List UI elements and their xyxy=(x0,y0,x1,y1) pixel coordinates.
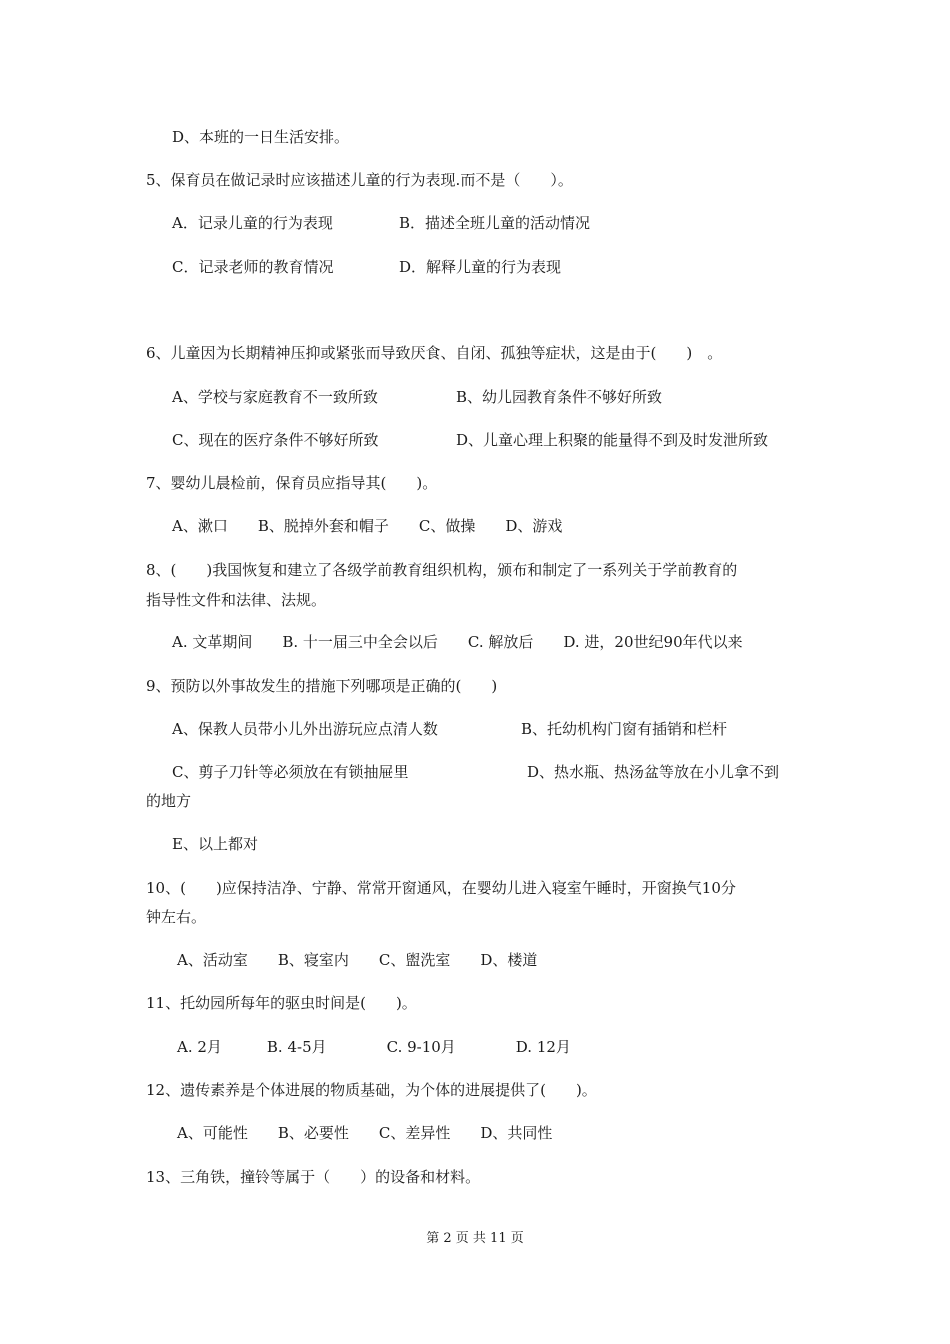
question-11: 11、托幼园所每年的驱虫时间是( )。 xyxy=(146,994,417,1012)
options-q7: A、漱口 B、脱掉外套和帽子 C、做操 D、游戏 xyxy=(172,517,563,535)
question-10: 10、( )应保持洁净、宁静、常常开窗通风，在婴幼儿进入寝室午睡时，开窗换气10分 xyxy=(146,879,736,897)
question-8-cont: 指导性文件和法律、法规。 xyxy=(146,591,327,609)
option-b-q6: B、幼儿园教育条件不够好所致 xyxy=(456,388,663,406)
options-q11: A. 2月 B. 4-5月 C. 9-10月 D. 12月 xyxy=(177,1038,571,1056)
options-q10: A、活动室 B、寝室内 C、盥洗室 D、楼道 xyxy=(177,951,538,969)
question-9: 9、预防以外事故发生的措施下列哪项是正确的( ) xyxy=(146,677,498,695)
option-d-q4: D、本班的一日生活安排。 xyxy=(172,128,350,146)
option-c-q9: C、剪子刀针等必须放在有锁抽屉里 xyxy=(172,763,409,781)
option-d-q9-cont: 的地方 xyxy=(146,792,192,810)
question-12: 12、遗传素养是个体进展的物质基础，为个体的进展提供了( )。 xyxy=(146,1081,597,1099)
option-a-q9: A、保教人员带小儿外出游玩应点清人数 xyxy=(172,720,438,738)
option-d-q9: D、热水瓶、热汤盆等放在小儿拿不到 xyxy=(527,763,780,781)
option-d-q5: D．解释儿童的行为表现 xyxy=(399,258,562,276)
page-footer: 第 2 页 共 11 页 xyxy=(426,1231,524,1246)
option-c-q5: C．记录老师的教育情况 xyxy=(172,258,334,276)
option-e-q9: E、以上都对 xyxy=(172,835,258,853)
options-q8: A. 文革期间 B. 十一届三中全会以后 C. 解放后 D. 进，20世纪90年代以来 xyxy=(172,633,743,651)
option-c-q6: C、现在的医疗条件不够好所致 xyxy=(172,431,379,449)
options-q12: A、可能性 B、必要性 C、差异性 D、共同性 xyxy=(177,1124,553,1142)
option-b-q5: B．描述全班儿童的活动情况 xyxy=(399,214,591,232)
question-13: 13、三角铁，撞铃等属于（ ）的设备和材料。 xyxy=(146,1168,481,1186)
option-a-q5: A．记录儿童的行为表现 xyxy=(172,214,333,232)
question-5: 5、保育员在做记录时应该描述儿童的行为表现.而不是（ ）。 xyxy=(146,171,573,189)
option-a-q6: A、学校与家庭教育不一致所致 xyxy=(172,388,378,406)
question-6: 6、儿童因为长期精神压抑或紧张而导致厌食、自闭、孤独等症状，这是由于( ) 。 xyxy=(146,344,723,362)
option-d-q6: D、儿童心理上积聚的能量得不到及时发泄所致 xyxy=(456,431,769,449)
question-7: 7、婴幼儿晨检前，保育员应指导其( )。 xyxy=(146,474,438,492)
option-b-q9: B、托幼机构门窗有插销和栏杆 xyxy=(521,720,728,738)
question-8: 8、( )我国恢复和建立了各级学前教育组织机构，颁布和制定了一系列关于学前教育的 xyxy=(146,561,738,579)
question-10-cont: 钟左右。 xyxy=(146,908,207,926)
